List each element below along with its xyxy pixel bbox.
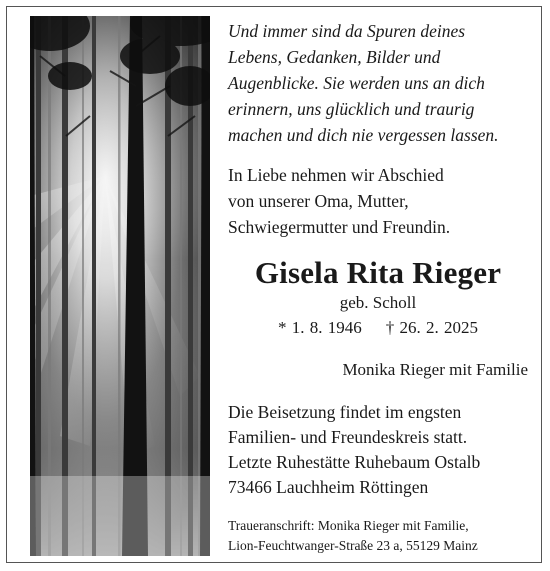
life-dates xyxy=(228,316,528,340)
forest-sunbeam-photo xyxy=(30,16,210,556)
deceased-name: Gisela Rita Rieger xyxy=(254,255,502,290)
memorial-poem: Und immer sind da Spuren deines Lebens, Gedanken, Bilder und Augenblicke. Sie werden uns an dich erinnern, uns glücklich und traurig machen und dich nie vergessen lassen. xyxy=(228,21,499,145)
mourners-signature: Monika Rieger mit Familie xyxy=(342,360,528,379)
birth-date: * 1. 8. 1946 xyxy=(278,318,362,337)
mourning-address: Traueranschrift: Monika Rieger mit Familie, Lion-Feuchtwanger-Straße 23 a, 55129 Mainz xyxy=(228,518,478,553)
death-date: † 26. 2. 2025 xyxy=(385,318,478,337)
birth-name: geb. Scholl xyxy=(339,293,417,312)
notice-content xyxy=(228,18,528,556)
funeral-info: Die Beisetzung findet im engsten Familien- und Freundeskreis statt. Letzte Ruhestätte Ruhebaum Ostalb 73466 Lauchheim Röttingen xyxy=(228,402,481,497)
farewell-text: In Liebe nehmen wir Abschied von unserer Oma, Mutter, Schwiegermutter und Freundin. xyxy=(228,165,451,237)
